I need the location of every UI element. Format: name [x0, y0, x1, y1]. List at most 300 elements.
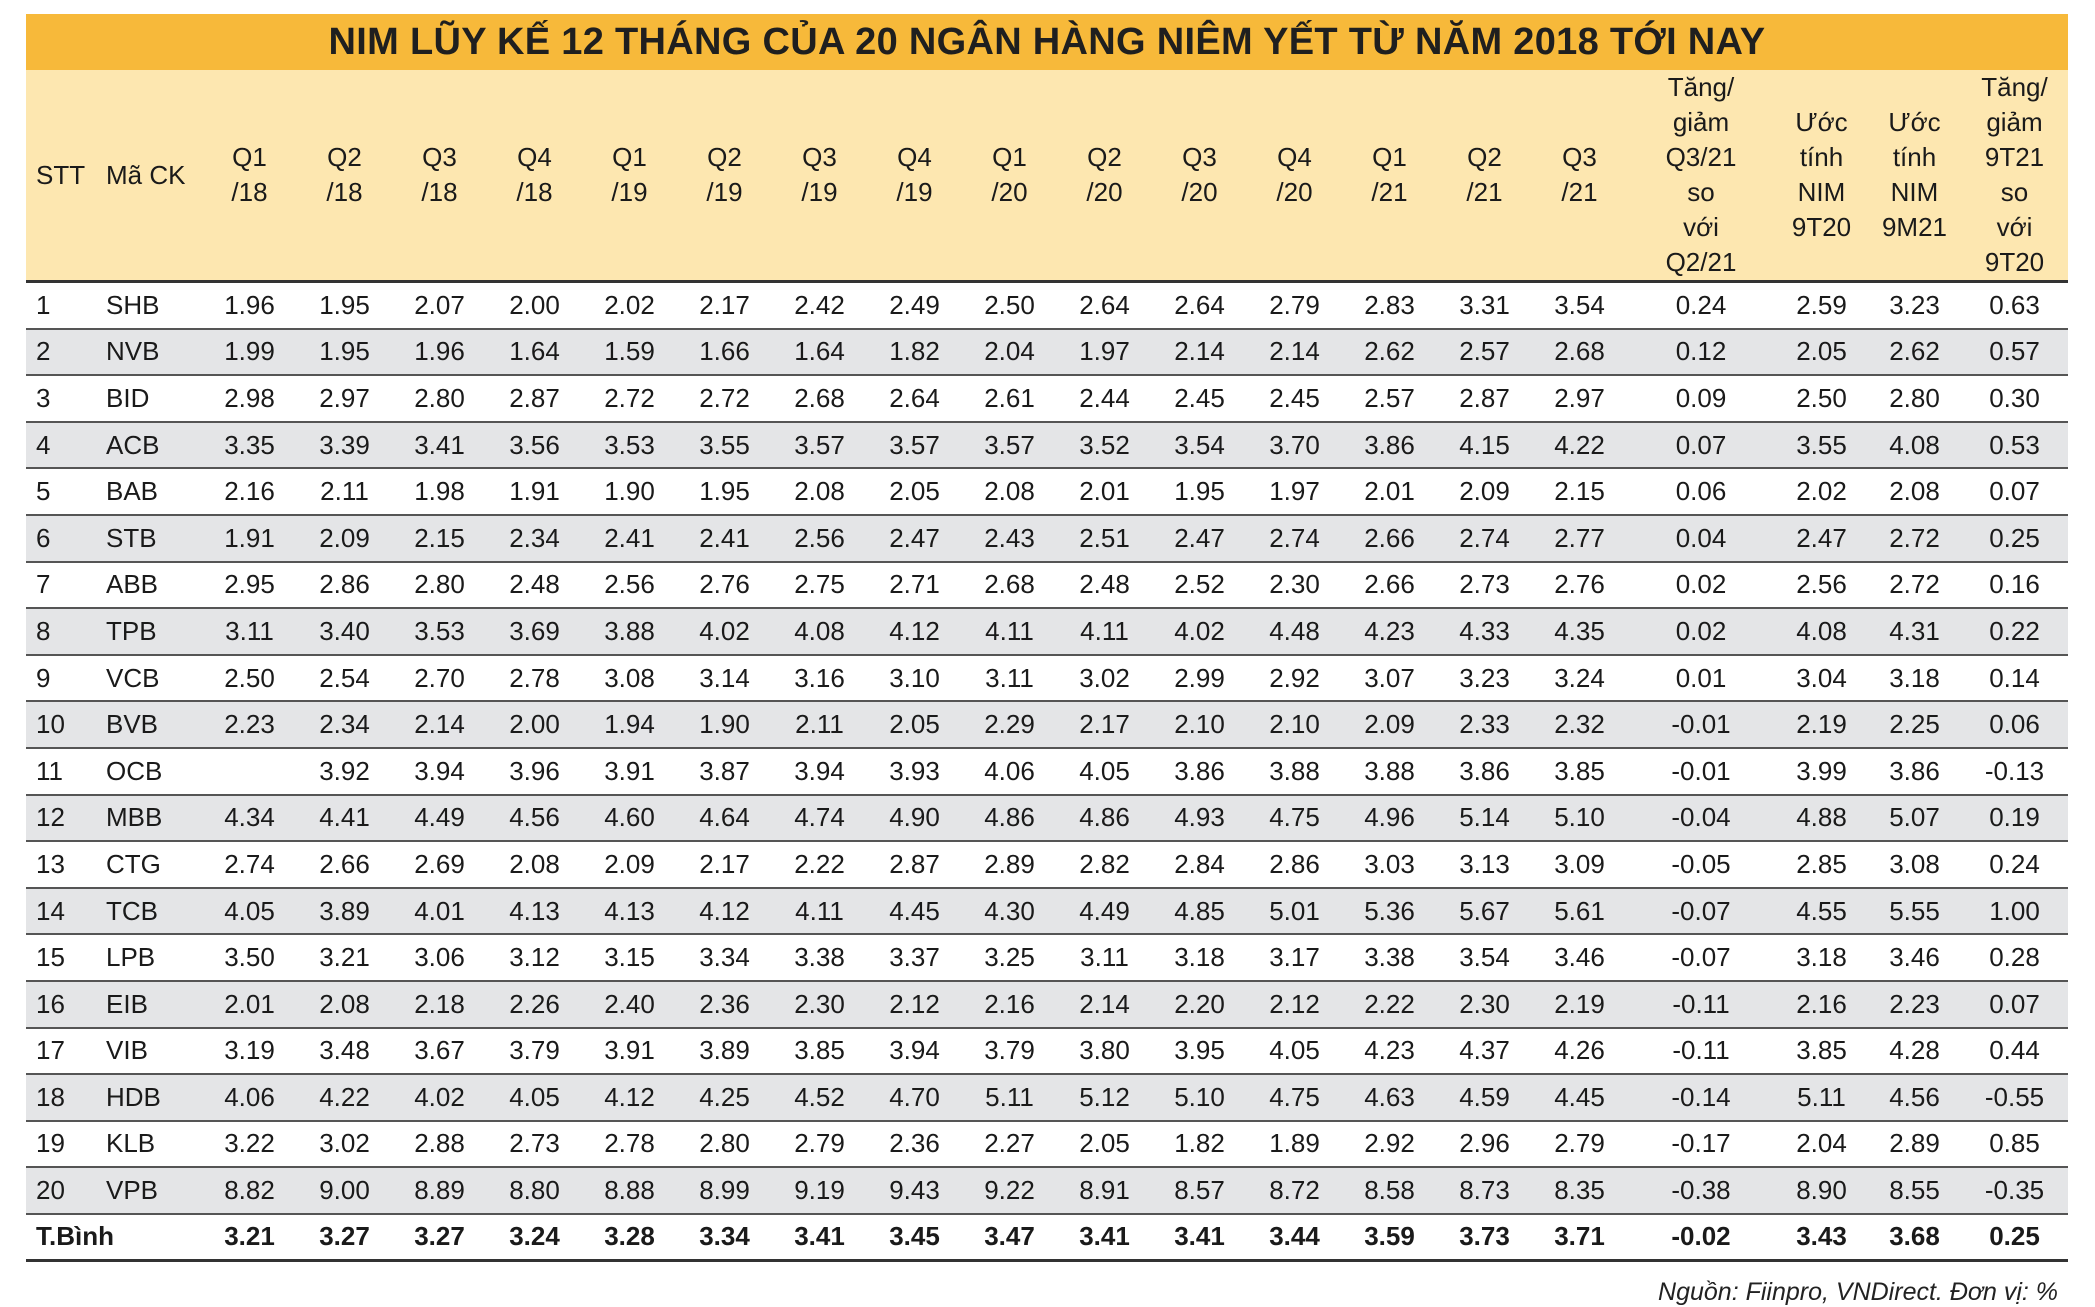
nim-value: 4.13 [582, 888, 677, 935]
nim-value: 4.25 [677, 1074, 772, 1121]
nim-value: 2.83 [1342, 282, 1437, 329]
nim-value: 3.88 [1342, 748, 1437, 795]
nim-value: 2.72 [1868, 562, 1961, 609]
nim-value: 2.16 [202, 468, 297, 515]
nim-value: 2.50 [962, 282, 1057, 329]
column-header: Q3 /18 [392, 70, 487, 282]
nim-value: 3.11 [202, 608, 297, 655]
nim-value: 2.10 [1247, 701, 1342, 748]
nim-value: 2.78 [487, 655, 582, 702]
nim-value: 2.50 [202, 655, 297, 702]
nim-value: 2.08 [1868, 468, 1961, 515]
nim-value: 2.15 [392, 515, 487, 562]
nim-value: 2.71 [867, 562, 962, 609]
nim-value: 2.44 [1057, 375, 1152, 422]
nim-value: 4.37 [1437, 1028, 1532, 1075]
average-value: 3.28 [582, 1214, 677, 1261]
ticker-code: OCB [94, 748, 202, 795]
nim-value: 4.96 [1342, 795, 1437, 842]
nim-value: 1.82 [1152, 1121, 1247, 1168]
nim-value: 3.08 [1868, 841, 1961, 888]
nim-value: 2.04 [1775, 1121, 1868, 1168]
nim-value: 2.22 [772, 841, 867, 888]
ticker-code: EIB [94, 981, 202, 1028]
average-value: 3.24 [487, 1214, 582, 1261]
nim-value: 5.10 [1532, 795, 1627, 842]
nim-value: 3.14 [677, 655, 772, 702]
nim-value: 1.91 [487, 468, 582, 515]
nim-value: 1.97 [1247, 468, 1342, 515]
row-index: 1 [26, 282, 94, 329]
nim-value: 3.12 [487, 934, 582, 981]
nim-value: -0.35 [1961, 1167, 2068, 1214]
nim-value: 4.05 [1247, 1028, 1342, 1075]
nim-value: 0.06 [1961, 701, 2068, 748]
nim-value: 2.05 [867, 701, 962, 748]
nim-value: 3.85 [1775, 1028, 1868, 1075]
nim-value: 3.54 [1532, 282, 1627, 329]
nim-value: 3.41 [392, 422, 487, 469]
average-value: -0.02 [1627, 1214, 1775, 1261]
column-header: Q3 /20 [1152, 70, 1247, 282]
nim-value: 4.48 [1247, 608, 1342, 655]
nim-value: 2.47 [1775, 515, 1868, 562]
ticker-code: BVB [94, 701, 202, 748]
nim-value: 0.14 [1961, 655, 2068, 702]
nim-value: 2.98 [202, 375, 297, 422]
nim-value: 4.08 [772, 608, 867, 655]
nim-value: 4.75 [1247, 1074, 1342, 1121]
nim-value: 1.89 [1247, 1121, 1342, 1168]
nim-value: 4.88 [1775, 795, 1868, 842]
nim-value: 3.34 [677, 934, 772, 981]
nim-value: 2.17 [1057, 701, 1152, 748]
nim-value: 1.82 [867, 329, 962, 376]
nim-value: 2.29 [962, 701, 1057, 748]
nim-value: 2.56 [1775, 562, 1868, 609]
nim-value: 1.94 [582, 701, 677, 748]
column-header: Q4 /20 [1247, 70, 1342, 282]
nim-value: 3.19 [202, 1028, 297, 1075]
nim-value: 2.66 [1342, 562, 1437, 609]
nim-value: 2.87 [487, 375, 582, 422]
table-row [26, 282, 2068, 329]
nim-value: 2.26 [487, 981, 582, 1028]
nim-value: 2.47 [867, 515, 962, 562]
average-value: 3.47 [962, 1214, 1057, 1261]
column-header: Ước tính NIM 9T20 [1775, 70, 1868, 282]
nim-value: 3.85 [772, 1028, 867, 1075]
nim-value: 3.06 [392, 934, 487, 981]
nim-value: 2.08 [772, 468, 867, 515]
row-index: 19 [26, 1121, 94, 1168]
table-body [26, 282, 2068, 1261]
nim-value: 3.03 [1342, 841, 1437, 888]
nim-value: 0.07 [1961, 468, 2068, 515]
nim-value: 3.31 [1437, 282, 1532, 329]
nim-value: 8.89 [392, 1167, 487, 1214]
nim-value: 3.22 [202, 1121, 297, 1168]
column-header: Mã CK [94, 70, 202, 282]
column-header: Q2 /20 [1057, 70, 1152, 282]
column-header: Q1 /20 [962, 70, 1057, 282]
nim-value: 2.73 [487, 1121, 582, 1168]
nim-value: 3.57 [962, 422, 1057, 469]
nim-value: 2.57 [1342, 375, 1437, 422]
table-row [26, 1121, 2068, 1168]
average-value: 3.68 [1868, 1214, 1961, 1261]
nim-value: 3.07 [1342, 655, 1437, 702]
nim-value: 2.66 [297, 841, 392, 888]
nim-value: 0.53 [1961, 422, 2068, 469]
nim-value: 3.88 [582, 608, 677, 655]
nim-value: 3.48 [297, 1028, 392, 1075]
nim-value: 5.11 [962, 1074, 1057, 1121]
nim-value: 2.01 [1342, 468, 1437, 515]
nim-value: 3.79 [962, 1028, 1057, 1075]
nim-value: 3.13 [1437, 841, 1532, 888]
nim-value: 2.86 [297, 562, 392, 609]
nim-value: 3.95 [1152, 1028, 1247, 1075]
row-index: 8 [26, 608, 94, 655]
nim-value: 8.72 [1247, 1167, 1342, 1214]
nim-value: 3.09 [1532, 841, 1627, 888]
nim-value: 2.09 [1342, 701, 1437, 748]
nim-value: 2.48 [487, 562, 582, 609]
nim-value: 3.15 [582, 934, 677, 981]
nim-value: 0.07 [1961, 981, 2068, 1028]
nim-value: 3.56 [487, 422, 582, 469]
table-row [26, 655, 2068, 702]
ticker-code: TPB [94, 608, 202, 655]
nim-value: 2.22 [1342, 981, 1437, 1028]
table-row [26, 1167, 2068, 1214]
nim-value: 3.21 [297, 934, 392, 981]
nim-value: 2.25 [1868, 701, 1961, 748]
nim-value: 3.40 [297, 608, 392, 655]
nim-value: 2.56 [582, 562, 677, 609]
nim-value: 4.49 [392, 795, 487, 842]
average-value: 3.34 [677, 1214, 772, 1261]
row-index: 16 [26, 981, 94, 1028]
nim-value: 4.02 [677, 608, 772, 655]
nim-value: 2.64 [867, 375, 962, 422]
nim-value: 2.19 [1775, 701, 1868, 748]
table-row [26, 329, 2068, 376]
table-row [26, 934, 2068, 981]
nim-value: 4.93 [1152, 795, 1247, 842]
nim-value: 5.14 [1437, 795, 1532, 842]
nim-value: 4.15 [1437, 422, 1532, 469]
nim-value: 0.30 [1961, 375, 2068, 422]
nim-value: 3.86 [1152, 748, 1247, 795]
nim-value: 3.54 [1152, 422, 1247, 469]
nim-value: 2.02 [1775, 468, 1868, 515]
nim-value: 3.86 [1868, 748, 1961, 795]
nim-value: 4.22 [1532, 422, 1627, 469]
nim-value: 2.64 [1057, 282, 1152, 329]
nim-value: 0.28 [1961, 934, 2068, 981]
nim-value: 8.55 [1868, 1167, 1961, 1214]
ticker-code: TCB [94, 888, 202, 935]
nim-value: 2.00 [487, 701, 582, 748]
row-index: 15 [26, 934, 94, 981]
column-header: Q2 /19 [677, 70, 772, 282]
nim-value: 5.11 [1775, 1074, 1868, 1121]
nim-value: 2.82 [1057, 841, 1152, 888]
nim-value: 2.92 [1247, 655, 1342, 702]
nim-value: 2.12 [867, 981, 962, 1028]
nim-value: 4.12 [582, 1074, 677, 1121]
nim-value: 2.51 [1057, 515, 1152, 562]
nim-value: 3.37 [867, 934, 962, 981]
table-row [26, 981, 2068, 1028]
nim-value: 2.41 [677, 515, 772, 562]
table-row [26, 515, 2068, 562]
nim-value: 2.69 [392, 841, 487, 888]
nim-value: 2.41 [582, 515, 677, 562]
ticker-code: NVB [94, 329, 202, 376]
column-header: Q3 /21 [1532, 70, 1627, 282]
average-value: 3.41 [1152, 1214, 1247, 1261]
nim-value: 4.06 [202, 1074, 297, 1121]
nim-value: 1.95 [1152, 468, 1247, 515]
nim-value: 2.34 [487, 515, 582, 562]
nim-value: 4.13 [487, 888, 582, 935]
nim-value: 0.19 [1961, 795, 2068, 842]
row-index: 14 [26, 888, 94, 935]
nim-value: 2.76 [677, 562, 772, 609]
nim-value: 3.69 [487, 608, 582, 655]
nim-value: 4.41 [297, 795, 392, 842]
nim-value: 4.08 [1775, 608, 1868, 655]
nim-value: 3.92 [297, 748, 392, 795]
table-row [26, 888, 2068, 935]
nim-value: 2.09 [297, 515, 392, 562]
nim-value: 4.35 [1532, 608, 1627, 655]
nim-value: 4.45 [867, 888, 962, 935]
nim-value: 1.95 [297, 329, 392, 376]
row-index: 20 [26, 1167, 94, 1214]
nim-value: -0.01 [1627, 701, 1775, 748]
table-row [26, 608, 2068, 655]
nim-value: 4.90 [867, 795, 962, 842]
column-header: STT [26, 70, 94, 282]
ticker-code: CTG [94, 841, 202, 888]
nim-value: 0.63 [1961, 282, 2068, 329]
nim-value: 8.80 [487, 1167, 582, 1214]
nim-value: 2.62 [1342, 329, 1437, 376]
nim-value: 3.88 [1247, 748, 1342, 795]
nim-value: 2.19 [1532, 981, 1627, 1028]
nim-value: -0.17 [1627, 1121, 1775, 1168]
nim-value: 2.32 [1532, 701, 1627, 748]
average-value: 3.41 [1057, 1214, 1152, 1261]
nim-value: 0.12 [1627, 329, 1775, 376]
average-label: T.Bình [26, 1214, 202, 1261]
nim-value: 2.11 [297, 468, 392, 515]
ticker-code: ABB [94, 562, 202, 609]
column-header: Q3 /19 [772, 70, 867, 282]
nim-value: 4.30 [962, 888, 1057, 935]
nim-value: 5.01 [1247, 888, 1342, 935]
ticker-code: LPB [94, 934, 202, 981]
nim-value: 2.48 [1057, 562, 1152, 609]
nim-value: 3.55 [1775, 422, 1868, 469]
nim-value: -0.55 [1961, 1074, 2068, 1121]
nim-value: 2.18 [392, 981, 487, 1028]
nim-value: 2.74 [1437, 515, 1532, 562]
nim-value: 1.96 [392, 329, 487, 376]
row-index: 3 [26, 375, 94, 422]
nim-value: 8.82 [202, 1167, 297, 1214]
table-row [26, 468, 2068, 515]
nim-value: 2.27 [962, 1121, 1057, 1168]
nim-value: 2.14 [392, 701, 487, 748]
average-value: 3.43 [1775, 1214, 1868, 1261]
nim-value: 4.02 [1152, 608, 1247, 655]
nim-value: 4.55 [1775, 888, 1868, 935]
nim-table-figure [26, 14, 2068, 1307]
nim-value: 4.28 [1868, 1028, 1961, 1075]
column-header: Q2 /21 [1437, 70, 1532, 282]
nim-value: 2.10 [1152, 701, 1247, 748]
table-row [26, 748, 2068, 795]
nim-value: -0.11 [1627, 1028, 1775, 1075]
nim-value: 3.18 [1775, 934, 1868, 981]
nim-value: 3.18 [1868, 655, 1961, 702]
row-index: 6 [26, 515, 94, 562]
nim-value: 8.88 [582, 1167, 677, 1214]
nim-value: 2.01 [1057, 468, 1152, 515]
nim-value: 0.44 [1961, 1028, 2068, 1075]
column-header: Ước tính NIM 9M21 [1868, 70, 1961, 282]
nim-value: 0.25 [1961, 515, 2068, 562]
nim-value: 3.38 [772, 934, 867, 981]
nim-value: 2.50 [1775, 375, 1868, 422]
nim-value: 3.93 [867, 748, 962, 795]
nim-value: 3.80 [1057, 1028, 1152, 1075]
nim-value: 4.70 [867, 1074, 962, 1121]
average-value: 3.73 [1437, 1214, 1532, 1261]
source-note: Nguồn: Fiinpro, VNDirect. Đơn vị: % [1658, 1277, 2058, 1306]
nim-value: 2.73 [1437, 562, 1532, 609]
nim-value: 2.05 [1775, 329, 1868, 376]
nim-value: 8.58 [1342, 1167, 1437, 1214]
nim-value: 2.66 [1342, 515, 1437, 562]
nim-value: 3.35 [202, 422, 297, 469]
table-row [26, 562, 2068, 609]
nim-value: 4.63 [1342, 1074, 1437, 1121]
nim-value: 4.33 [1437, 608, 1532, 655]
nim-value: 2.56 [772, 515, 867, 562]
table-row [26, 701, 2068, 748]
row-index: 2 [26, 329, 94, 376]
column-header: Q4 /19 [867, 70, 962, 282]
nim-value: 4.05 [202, 888, 297, 935]
nim-value: 3.17 [1247, 934, 1342, 981]
row-index: 7 [26, 562, 94, 609]
nim-value: 3.38 [1342, 934, 1437, 981]
nim-value: 4.56 [487, 795, 582, 842]
nim-value: 1.64 [487, 329, 582, 376]
nim-value [202, 748, 297, 795]
nim-value: 2.04 [962, 329, 1057, 376]
nim-value: 2.80 [677, 1121, 772, 1168]
nim-value: 5.12 [1057, 1074, 1152, 1121]
table-row [26, 1028, 2068, 1075]
nim-value: 4.11 [1057, 608, 1152, 655]
nim-value: 2.00 [487, 282, 582, 329]
column-header: Q1 /21 [1342, 70, 1437, 282]
column-header: Q1 /18 [202, 70, 297, 282]
nim-value: 0.06 [1627, 468, 1775, 515]
nim-value: 2.79 [1532, 1121, 1627, 1168]
nim-value: 2.11 [772, 701, 867, 748]
ticker-code: VCB [94, 655, 202, 702]
nim-value: 2.33 [1437, 701, 1532, 748]
nim-value: 3.08 [582, 655, 677, 702]
table-row [26, 422, 2068, 469]
average-value: 3.27 [297, 1214, 392, 1261]
nim-value: 1.90 [677, 701, 772, 748]
nim-value: 2.99 [1152, 655, 1247, 702]
nim-value: -0.13 [1961, 748, 2068, 795]
nim-value: 2.08 [297, 981, 392, 1028]
nim-value: 3.79 [487, 1028, 582, 1075]
ticker-code: ACB [94, 422, 202, 469]
nim-value: 2.77 [1532, 515, 1627, 562]
nim-value: 0.16 [1961, 562, 2068, 609]
nim-value: 4.02 [392, 1074, 487, 1121]
table-row [26, 375, 2068, 422]
nim-value: -0.07 [1627, 934, 1775, 981]
average-value: 0.25 [1961, 1214, 2068, 1261]
nim-value: 2.01 [202, 981, 297, 1028]
nim-value: 2.54 [297, 655, 392, 702]
nim-value: 9.22 [962, 1167, 1057, 1214]
nim-value: 3.10 [867, 655, 962, 702]
nim-value: 2.80 [392, 562, 487, 609]
nim-value: 3.86 [1342, 422, 1437, 469]
nim-value: 3.18 [1152, 934, 1247, 981]
nim-value: 2.20 [1152, 981, 1247, 1028]
nim-value: 4.75 [1247, 795, 1342, 842]
nim-value: 0.09 [1627, 375, 1775, 422]
nim-value: 1.66 [677, 329, 772, 376]
nim-value: 2.05 [867, 468, 962, 515]
nim-value: 1.99 [202, 329, 297, 376]
nim-value: 2.76 [1532, 562, 1627, 609]
nim-value: 2.17 [677, 841, 772, 888]
nim-value: 2.05 [1057, 1121, 1152, 1168]
nim-value: 0.24 [1627, 282, 1775, 329]
nim-value: 3.87 [677, 748, 772, 795]
ticker-code: VIB [94, 1028, 202, 1075]
nim-value: 4.52 [772, 1074, 867, 1121]
nim-value: 2.80 [392, 375, 487, 422]
ticker-code: KLB [94, 1121, 202, 1168]
nim-value: 2.14 [1247, 329, 1342, 376]
ticker-code: STB [94, 515, 202, 562]
nim-value: 3.99 [1775, 748, 1868, 795]
nim-value: 2.88 [392, 1121, 487, 1168]
nim-value: 3.46 [1532, 934, 1627, 981]
nim-value: 3.94 [867, 1028, 962, 1075]
nim-value: 4.26 [1532, 1028, 1627, 1075]
nim-value: 3.96 [487, 748, 582, 795]
nim-value: 2.14 [1057, 981, 1152, 1028]
